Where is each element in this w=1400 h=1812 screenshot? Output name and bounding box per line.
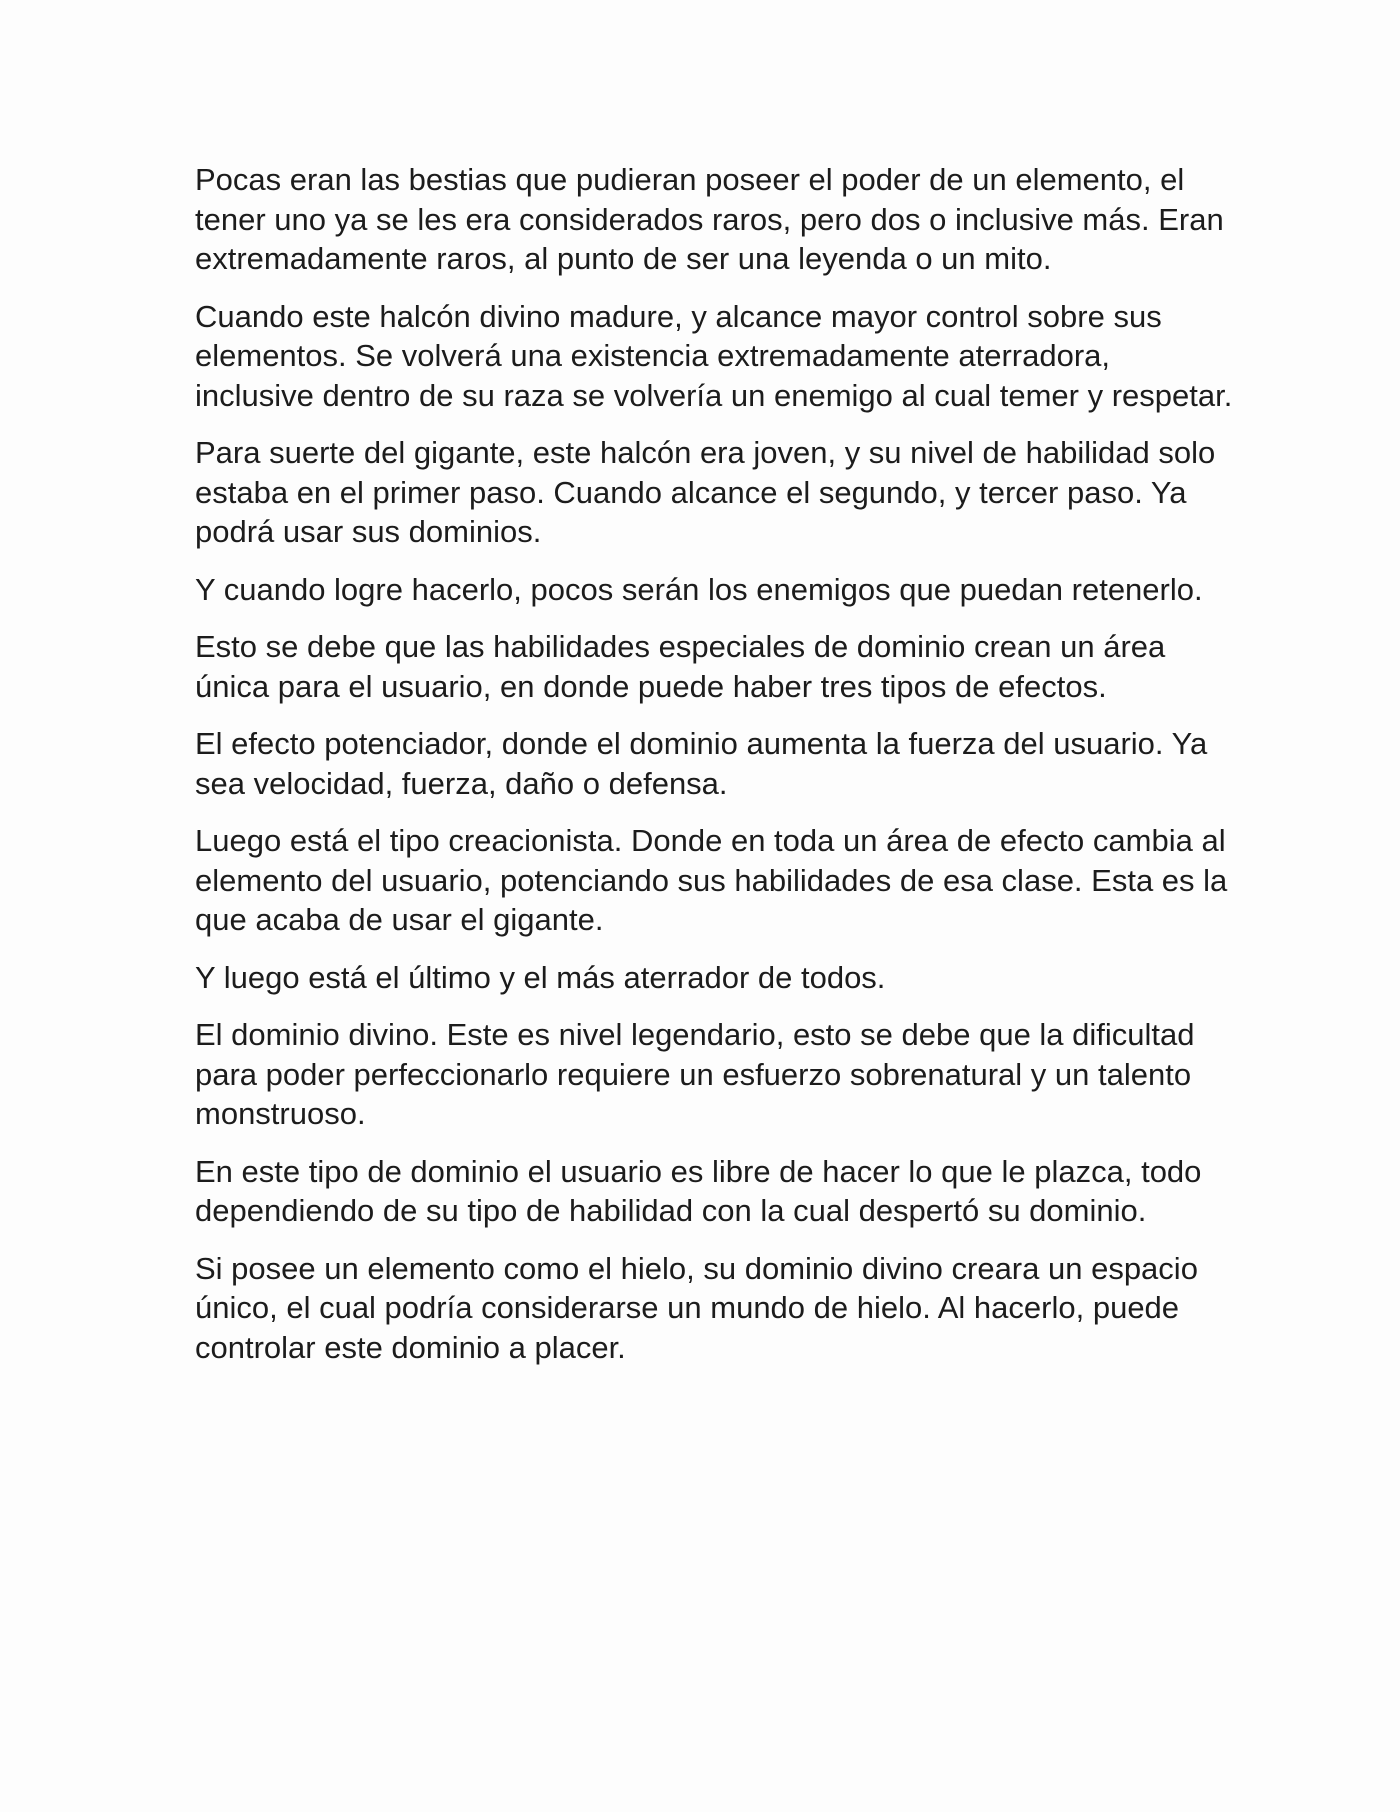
paragraph: Si posee un elemento como el hielo, su dominio divino creara un espacio único, el cual podría considerarse un mundo de hielo. Al hacerlo, puede controlar este dominio a placer.: [195, 1250, 1198, 1365]
paragraph: Esto se debe que las habilidades especiales de dominio crean un área única para el usuario, en donde puede haber tres tipos de efectos.: [195, 629, 1166, 704]
paragraph: En este tipo de dominio el usuario es libre de hacer lo que le plazca, todo dependiendo de su tipo de habilidad con la cual despertó su dominio.: [195, 1153, 1202, 1228]
paragraph: El efecto potenciador, donde el dominio aumenta la fuerza del usuario. Ya sea velocidad, fuerza, daño o defensa.: [195, 726, 1208, 801]
paragraph: Y cuando logre hacerlo, pocos serán los enemigos que puedan retenerlo.: [195, 571, 1203, 607]
paragraph: El dominio divino. Este es nivel legendario, esto se debe que la dificultad para poder perfeccionarlo requiere un esfuerzo sobrenatural y un talento monstruoso.: [195, 1017, 1195, 1131]
paragraph: Y luego está el último y el más aterrador de todos.: [195, 959, 886, 995]
paragraph: Cuando este halcón divino madure, y alcance mayor control sobre sus elementos. Se volverá una existencia extremadamente aterradora, inclusive dentro de su raza se volvería un enemigo al cual temer y respetar.: [195, 298, 1233, 413]
paragraph: Luego está el tipo creacionista. Donde en toda un área de efecto cambia al elemento del usuario, potenciando sus habilidades de esa clase. Esta es la que acaba de usar el gigante.: [195, 823, 1228, 937]
paragraph: Pocas eran las bestias que pudieran poseer el poder de un elemento, el tener uno ya se les era considerados raros, pero dos o inclusive más. Eran extremadamente raros, al punto de ser una leyenda o un mito.: [195, 162, 1224, 276]
paragraph: Para suerte del gigante, este halcón era joven, y su nivel de habilidad solo estaba en el primer paso. Cuando alcance el segundo, y tercer paso. Ya podrá usar sus dominios.: [195, 435, 1216, 549]
document-body: [195, 160, 1235, 1385]
